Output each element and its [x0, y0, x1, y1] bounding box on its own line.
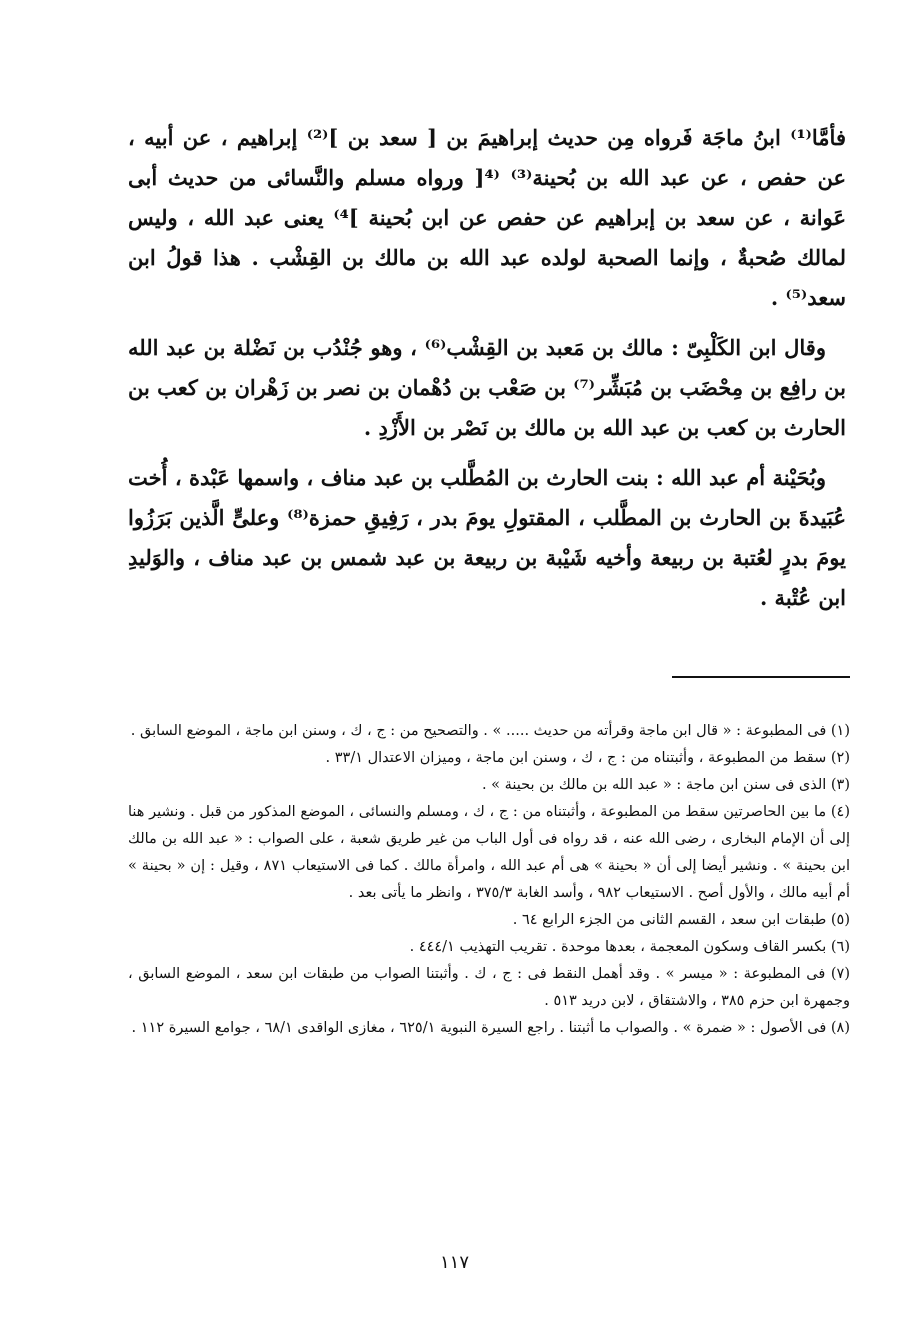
footnotes [128, 718, 850, 1042]
footnote-7: (٧) فى المطبوعة : « ميسر » . وقد أهمل النقط فى : ج ، ك . وأثبتنا الصواب من طبقات ابن سعد ، الموضع السابق ، وجمهرة ابن حزم ٣٨٥ ، والاشتقاق ، لابن دريد ٥١٣ . [128, 966, 850, 1009]
footnote-4: (٤) ما بين الحاصرتين سقط من المطبوعة ، وأثبتناه من : ج ، ك ، ومسلم والنسائى ، الموضع المذكور من قبل . ونشير هنا إلى أن الإمام البخارى ، رضى الله عنه ، قد رواه فى أول الباب من غير طريق شعبة ، على الصواب : « عبد الله بن مالك ابن بحينة » . ونشير أيضا إلى أن « بحينة » هى أم عبد الله ، وامرأة مالك . كما فى الاستيعاب ٨٧١ ، وقيل : إن « بحينة » أم أبيه مالك ، والأول أصح . الاستيعاب ٩٨٢ ، وأسد الغابة ٣٧٥/٣ ، وانظر ما يأتى بعد . [128, 804, 850, 901]
page-number: ١١٧ [439, 1252, 469, 1273]
footnote-1: (١) فى المطبوعة : « قال ابن ماجة وقرأته من حديث ..... » . والتصحيح من : ج ، ك ، وسنن ابن ماجة ، الموضع السابق . [130, 723, 850, 739]
footnote-8: (٨) فى الأصول : « ضمرة » . والصواب ما أثبتنا . راجع السيرة النبوية ٦٢٥/١ ، مغازى الواقدى ٦٨/١ ، جوامع السيرة ١١٢ . [131, 1020, 850, 1036]
footnote-divider [672, 676, 850, 678]
main-text [128, 118, 846, 628]
main-paragraph-1: فأمَّا⁽¹⁾ ابنُ ماجَة فَرواه مِن حديث إبراهيمَ بن [ سعد بن ]⁽²⁾ إبراهيم ، عن أبيه ، عن حفص ، عن عبد الله بن بُحينة⁽³⁾ ⁽⁴[ ورواه مسلم والنَّسائى من حديث أبى عَوانة ، عن سعد بن إبراهيم عن حفص عن ابن بُحينة ]⁴⁾ يعنى عبد الله ، وليس لمالك صُحبةٌ ، وإنما الصحبة لولده عبد الله بن مالك بن القِشْب . هذا قولُ ابن سعد⁽⁵⁾ . [128, 125, 846, 310]
main-paragraph-3: وبُحَيْنة أم عبد الله : بنت الحارث بن المُطَّلب بن عبد مناف ، واسمها عَبْدة ، أُخت عُبَيدةَ بن الحارث بن المطَّلب ، المقتولِ يومَ بدر ، رَفِيقِ حمزة⁽⁸⁾ وعلىٍّ الَّذين بَرَزُوا يومَ بدرٍ لعُتبة بن ربيعة وأخيه شَيْبة بن ربيعة بن عبد شمس بن عبد مناف ، والوَليدِ ابن عُتْبة . [128, 465, 846, 610]
footnote-2: (٢) سقط من المطبوعة ، وأثبتناه من : ج ، ك ، وسنن ابن ماجة ، وميزان الاعتدال ٣٣/١ . [325, 750, 850, 766]
footnote-5: (٥) طبقات ابن سعد ، القسم الثانى من الجزء الرابع ٦٤ . [512, 912, 850, 928]
footnote-3: (٣) الذى فى سنن ابن ماجة : « عبد الله بن مالك بن بحينة » . [481, 777, 850, 793]
main-paragraph-2: وقال ابن الكَلْبِىّ : مالك بن مَعبد بن القِشْب⁽⁶⁾ ، وهو جُنْدُب بن نَضْلة بن عبد الله بن رافِع بن مِحْضَب بن مُبَشِّر⁽⁷⁾ بن صَعْب بن دُهْمان بن نصر بن زَهْران بن كعب بن الحارث بن كعب بن عبد الله بن مالك بن نَصْر بن الأَزْدِ . [128, 335, 846, 440]
footnote-6: (٦) بكسر القاف وسكون المعجمة ، بعدها موحدة . تقريب التهذيب ٤٤٤/١ . [409, 939, 850, 955]
